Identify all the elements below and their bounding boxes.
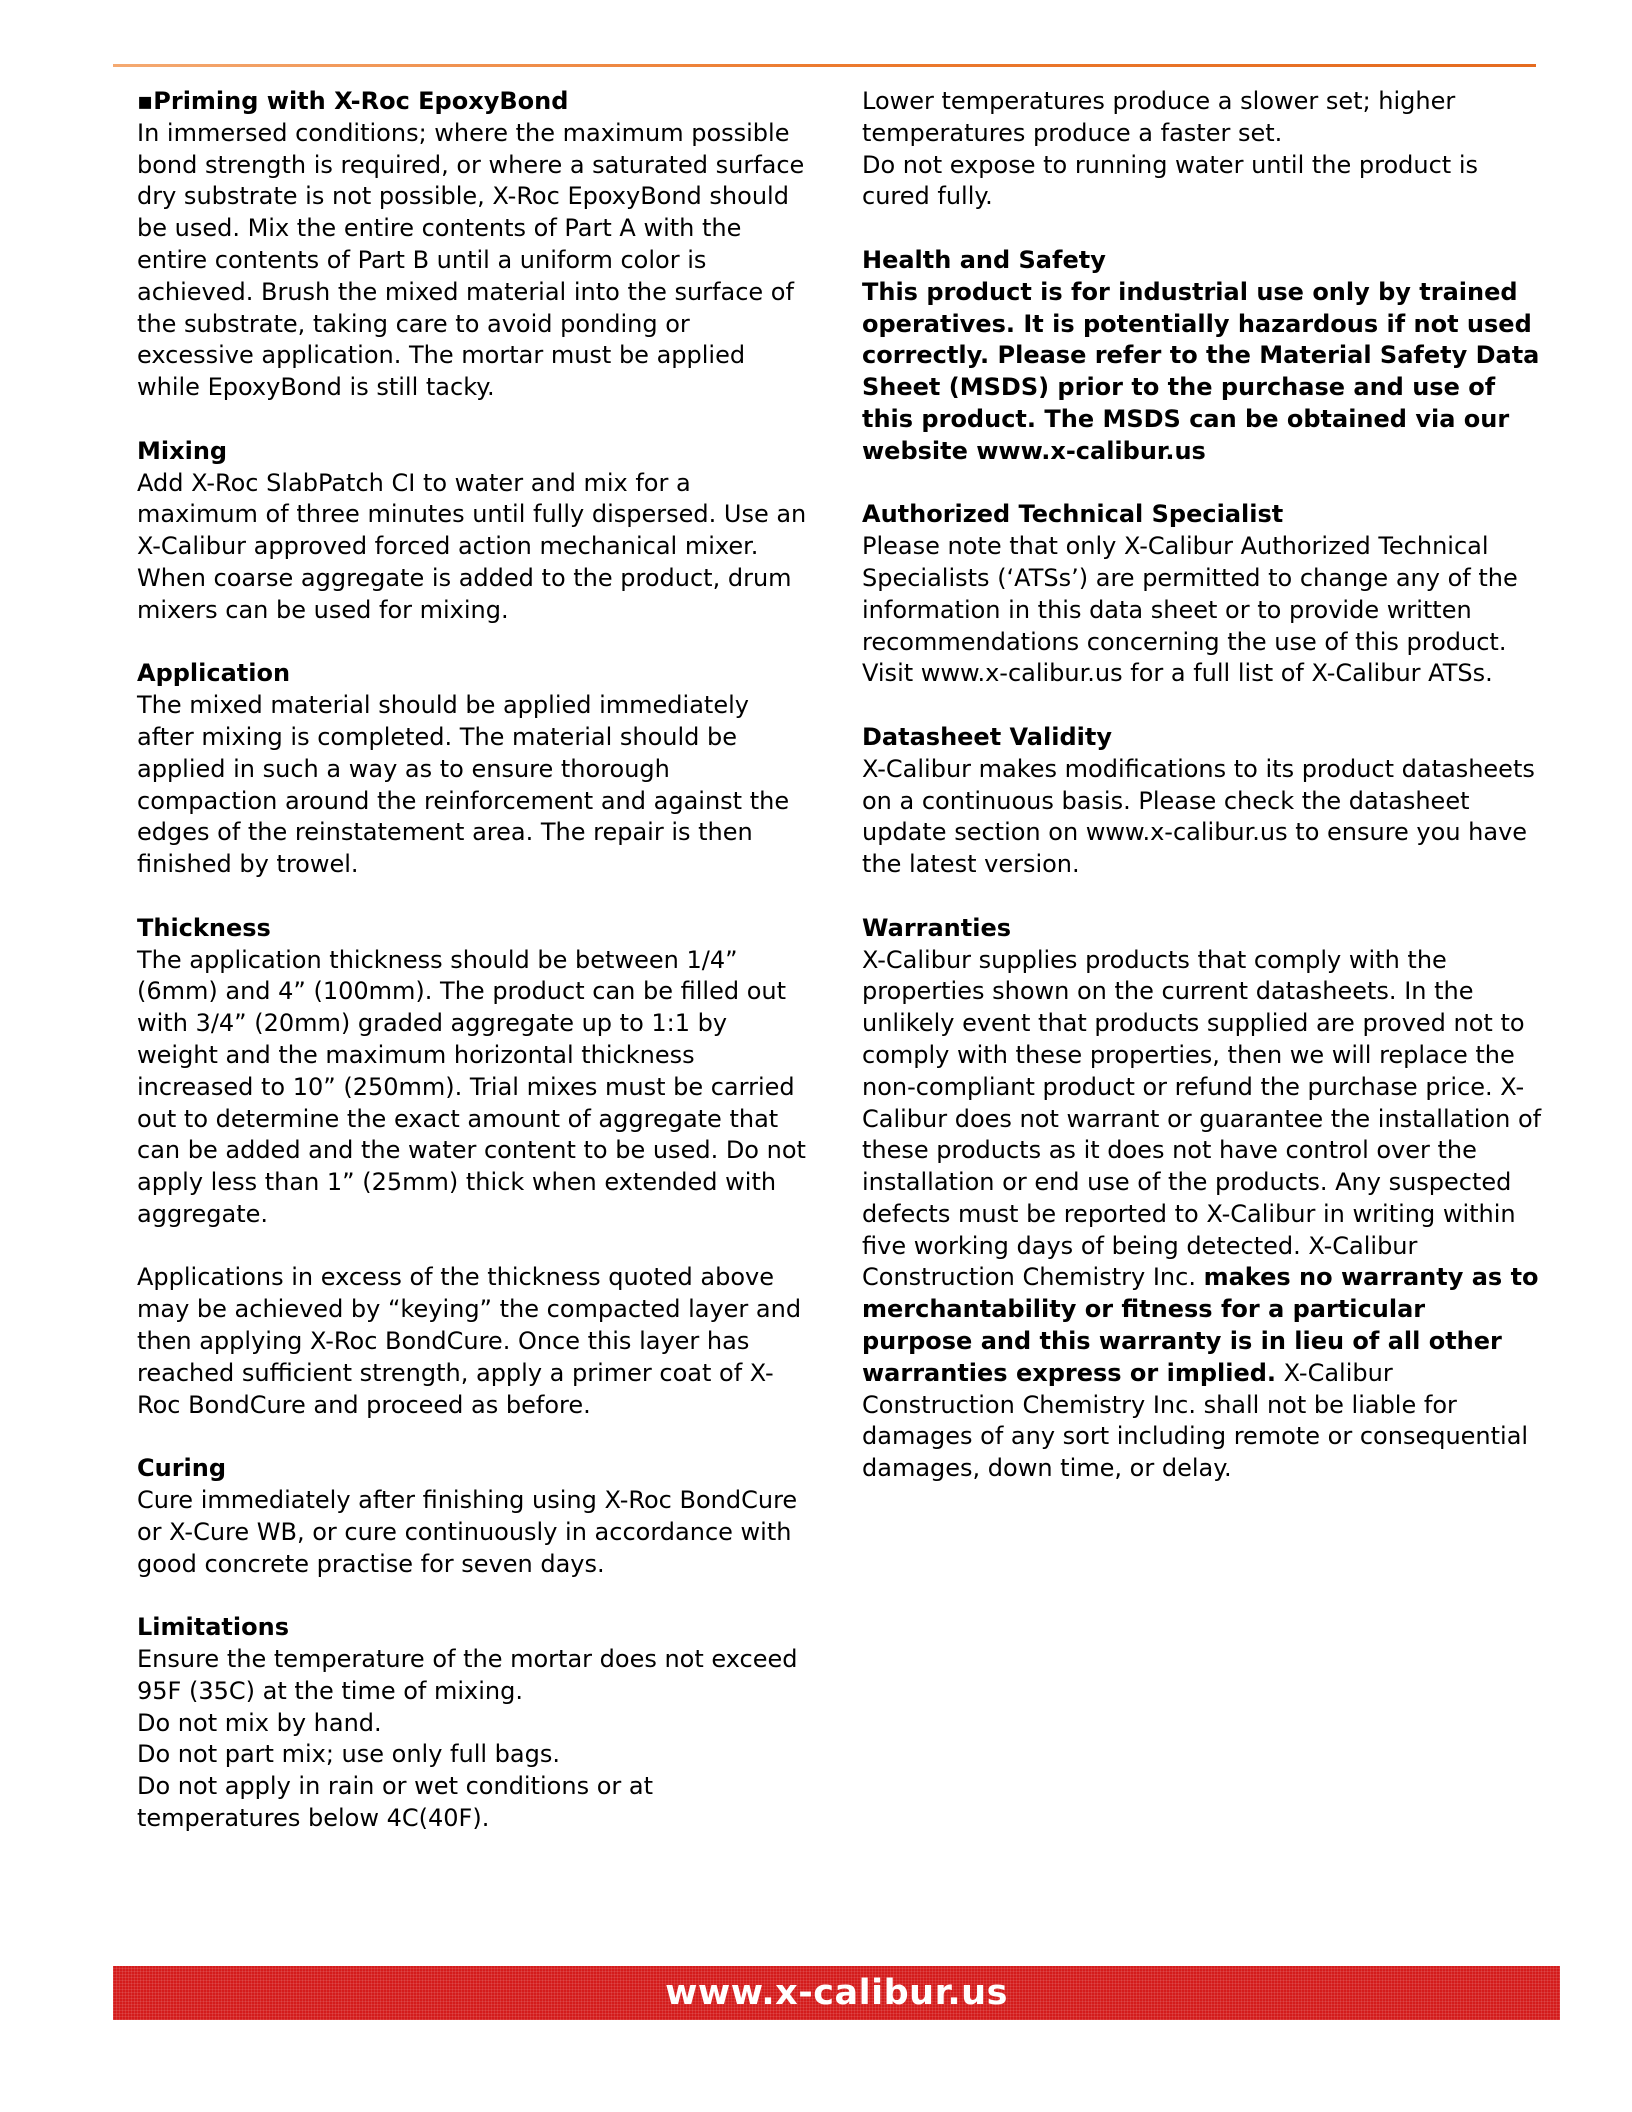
heading-health-safety: Health and Safety bbox=[862, 245, 1106, 274]
section-ats bbox=[862, 499, 1542, 690]
text-thickness-2: Applications in excess of the thickness quoted above may be achieved by “keying” the compacted layer and then applying X-Roc BondCure. Once this layer has reached sufficient strength, apply a primer coat of X-Roc BondCure and proceed as before. bbox=[137, 1263, 802, 1419]
limitation-line: Do not apply in rain or wet conditions or at temperatures below 4C(40F). bbox=[137, 1772, 653, 1833]
text-curing: Cure immediately after finishing using X-Roc BondCure or X-Cure WB, or cure continuously in accordance with good concrete practise for seven days. bbox=[137, 1486, 798, 1578]
text-warranties bbox=[862, 945, 1542, 1486]
footer-website-link[interactable]: www.x-calibur.us bbox=[665, 1973, 1008, 2013]
heading-validity: Datasheet Validity bbox=[862, 722, 1112, 751]
heading-thickness: Thickness bbox=[137, 913, 271, 942]
section-health-safety bbox=[862, 245, 1542, 468]
left-column bbox=[137, 86, 807, 1835]
temperature-line: Do not expose to running water until the product is cured fully. bbox=[862, 150, 1478, 211]
limitation-line: Ensure the temperature of the mortar does not exceed 95F (35C) at the time of mixing. bbox=[137, 1645, 798, 1705]
section-temperatures bbox=[862, 86, 1542, 213]
section-mixing bbox=[137, 436, 807, 627]
heading-application: Application bbox=[137, 659, 291, 688]
text-ats: Please note that only X-Calibur Authorized Technical Specialists (‘ATSs’) are permitted to change any of the information in this data sheet or to provide written recommendations concerning the use of this product. Visit www.x-calibur.us for a full list of X-Calibur ATSs. bbox=[862, 532, 1518, 688]
top-divider bbox=[113, 64, 1536, 67]
right-column bbox=[862, 86, 1542, 1485]
text-validity: X-Calibur makes modifications to its product datasheets on a continuous basis. Please check the datasheet update section on www.x-calibur.us to ensure you have the latest version. bbox=[862, 754, 1535, 879]
heading-curing: Curing bbox=[137, 1454, 227, 1483]
section-priming bbox=[137, 86, 807, 404]
text-application: The mixed material should be applied immediately after mixing is completed. The material should be applied in such a way as to ensure thorough compaction around the reinforcement and against the edges of the reinstatement area. The repair is then finished by trowel. bbox=[137, 691, 790, 879]
heading-warranties: Warranties bbox=[862, 913, 1012, 942]
text-mixing: Add X-Roc SlabPatch CI to water and mix for a maximum of three minutes until fully dispersed. Use an X-Calibur approved forced action mechanical mixer. When coarse aggregate is added to the product, drum mixers can be used for mixing. bbox=[137, 468, 807, 624]
section-validity bbox=[862, 722, 1542, 881]
text-thickness: The application thickness should be between 1/4” (6mm) and 4” (100mm). The product can be filled out with 3/4” (20mm) graded aggregate up to 1:1 by weight and the maximum horizontal thickness increased to 10” (250mm). Trial mixes must be carried out to determine the exact amount of aggregate that can be added and the water content to be used. Do not apply less than 1” (25mm) thick when extended with aggregate. bbox=[137, 945, 806, 1228]
text-health-safety: This product is for industrial use only by trained operatives. It is potentially hazardous if not used correctly. Please refer to the Material Safety Data Sheet (MSDS) prior to the purchase and use of this product. The MSDS can be obtained via our website www.x-calibur.us bbox=[862, 277, 1540, 465]
heading-ats: Authorized Technical Specialist bbox=[862, 500, 1284, 529]
section-application bbox=[137, 658, 807, 881]
temperature-line: Lower temperatures produce a slower set; higher temperatures produce a faster set. bbox=[862, 87, 1456, 147]
heading-mixing: Mixing bbox=[137, 436, 228, 465]
text-priming: In immersed conditions; where the maximum possible bond strength is required, or where a saturated surface dry substrate is not possible, X-Roc EpoxyBond should be used. Mix the entire contents of Part A with the entire contents of Part B until a uniform color is achieved. Brush the mixed material into the surface of the substrate, taking care to avoid ponding or excessive application. The mortar must be applied while EpoxyBond is still tacky. bbox=[137, 118, 805, 402]
section-warranties bbox=[862, 913, 1542, 1485]
limitation-line: Do not part mix; use only full bags. bbox=[137, 1740, 560, 1769]
section-limitations bbox=[137, 1612, 807, 1835]
section-thickness bbox=[137, 913, 807, 1422]
warranty-text-a: X-Calibur supplies products that comply with the properties shown on the current datasheets. In the unlikely event that products supplied are proved not to comply with these properties, then we will replace the non-compliant product or refund the purchase price. X-Calibur does not warrant or guarantee the installation of these products as it does not have control over the installation or end use of the products. Any suspected defects must be reported to X-Calibur in writing within five working days of being detected. X-Calibur Construction Chemistry Inc. bbox=[862, 945, 1542, 1292]
heading-priming: ▪Priming with X-Roc EpoxyBond bbox=[137, 87, 569, 115]
heading-limitations: Limitations bbox=[137, 1613, 289, 1642]
footer-bar bbox=[113, 1966, 1560, 2020]
limitation-line: Do not mix by hand. bbox=[137, 1708, 382, 1737]
warranty-text-b: X-Calibur Construction Chemistry Inc. shall not be liable for damages of any sort including remote or consequential damages, down time, or delay. bbox=[862, 1358, 1529, 1483]
section-curing bbox=[137, 1453, 807, 1580]
warranty-disclaimer: makes no warranty as to merchantability or fitness for a particular purpose and this warranty is in lieu of all other warranties express or implied. bbox=[862, 1263, 1539, 1387]
